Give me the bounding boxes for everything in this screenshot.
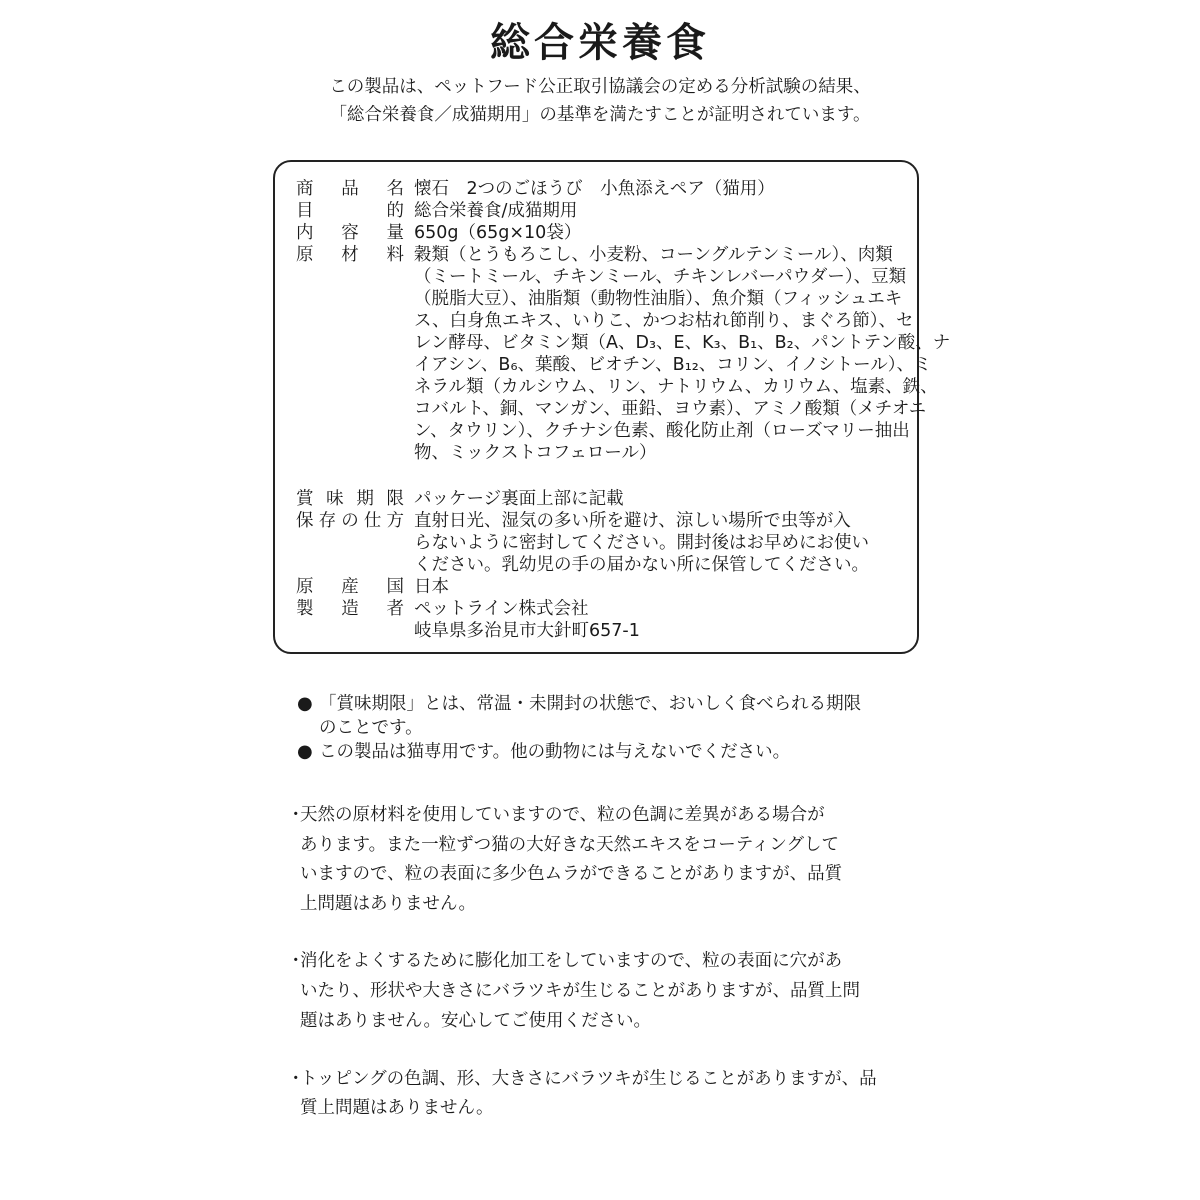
remark-line: 質上問題はありません。 [300,1098,494,1118]
value-purpose: 総合栄養食/成猫期用 [414,201,578,221]
ingredients-line: ネラル類（カルシウム、リン、ナトリウム、カリウム、塩素、鉄、 [414,377,938,397]
storage-line: ください。乳幼児の手の届かない所に保管してください。 [414,555,869,575]
remark-line: 題はありません。安心してご使用ください。 [300,1011,652,1031]
remark-line: トッピングの色調、形、大きさにバラツキが生じることがありますが、品 [300,1069,877,1089]
label-manufacturer: 製 造 者 [296,599,404,619]
ingredients-line: 穀類（とうもろこし、小麦粉、コーングルテンミール）、肉類 [414,245,893,265]
intro-line-1: この製品は、ペットフード公正取引協議会の定める分析試験の結果、 [329,77,871,97]
label-storage: 保 存 の 仕 方 [296,511,404,531]
ingredients-line: コバルト、銅、マンガン、亜鉛、ヨウ素）、アミノ酸類（メチオニ [414,399,927,419]
value-manufacturer-address: 岐阜県多治見市大針町657-1 [414,621,640,641]
remark-line: いたり、形状や大きさにバラツキが生じることがありますが、品質上問 [300,981,860,1001]
value-manufacturer: ペットライン株式会社 [414,599,589,619]
dot-icon: ・ [287,1069,305,1089]
remark-line: 消化をよくするために膨化加工をしていますので、粒の表面に穴があ [300,951,843,971]
storage-line: らないように密封してください。開封後はお早めにお使い [414,533,869,553]
remark-line: いますので、粒の表面に多少色ムラができることがありますが、品質 [300,864,843,884]
value-product-name: 懐石 2つのごほうび 小魚添えペア（猫用） [414,179,775,199]
ingredients-line: ス、白身魚エキス、いりこ、かつお枯れ節削り、まぐろ節）、セ [414,311,914,331]
value-origin: 日本 [414,577,449,597]
bullet-icon: ● [297,693,313,714]
page-title: 総合栄養食 [490,20,710,66]
ingredients-line: イアシン、B₆、葉酸、ビオチン、B₁₂、コリン、イノシトール）、ミ [414,355,932,375]
label-ingredients: 原 材 料 [296,245,404,265]
note-line: 「賞味期限」とは、常温・未開封の状態で、おいしく食べられる期限 [319,694,862,714]
value-net-weight: 650g（65g×10袋） [414,223,582,243]
storage-line: 直射日光、湿気の多い所を避け、涼しい場所で虫等が入 [414,511,851,531]
note-line: のことです。 [319,718,423,738]
ingredients-line: ン、タウリン）、クチナシ色素、酸化防止剤（ローズマリー抽出 [414,421,910,441]
remark-line: 天然の原材料を使用していますので、粒の色調に差異がある場合が [300,805,825,825]
intro-line-2: 「総合栄養食／成猫期用」の基準を満たすことが証明されています。 [329,105,871,125]
remark-line: あります。また一粒ずつ猫の大好きな天然エキスをコーティングして [300,835,839,855]
ingredients-line: 物、ミックストコフェロール） [414,443,657,463]
ingredients-line: （ミートミール、チキンミール、チキンレバーパウダー）、豆類 [414,267,907,287]
label-purpose: 目 的 [296,201,404,221]
dot-icon: ・ [287,805,305,825]
value-best-before: パッケージ裏面上部に記載 [414,489,624,509]
remark-line: 上問題はありません。 [300,894,477,914]
bullet-icon: ● [297,741,313,762]
label-product-name: 商 品 名 [296,179,404,199]
label-net-weight: 内 容 量 [296,223,404,243]
dot-icon: ・ [287,951,305,971]
label-origin: 原 産 国 [296,577,404,597]
label-best-before: 賞 味 期 限 [296,489,404,509]
ingredients-line: （脱脂大豆）、油脂類（動物性油脂）、魚介類（フィッシュエキ [414,289,903,309]
note-line: この製品は猫専用です。他の動物には与えないでください。 [319,742,791,762]
ingredients-line: レン酵母、ビタミン類（A、D₃、E、K₃、B₁、B₂、パントテン酸、ナ [414,333,951,353]
